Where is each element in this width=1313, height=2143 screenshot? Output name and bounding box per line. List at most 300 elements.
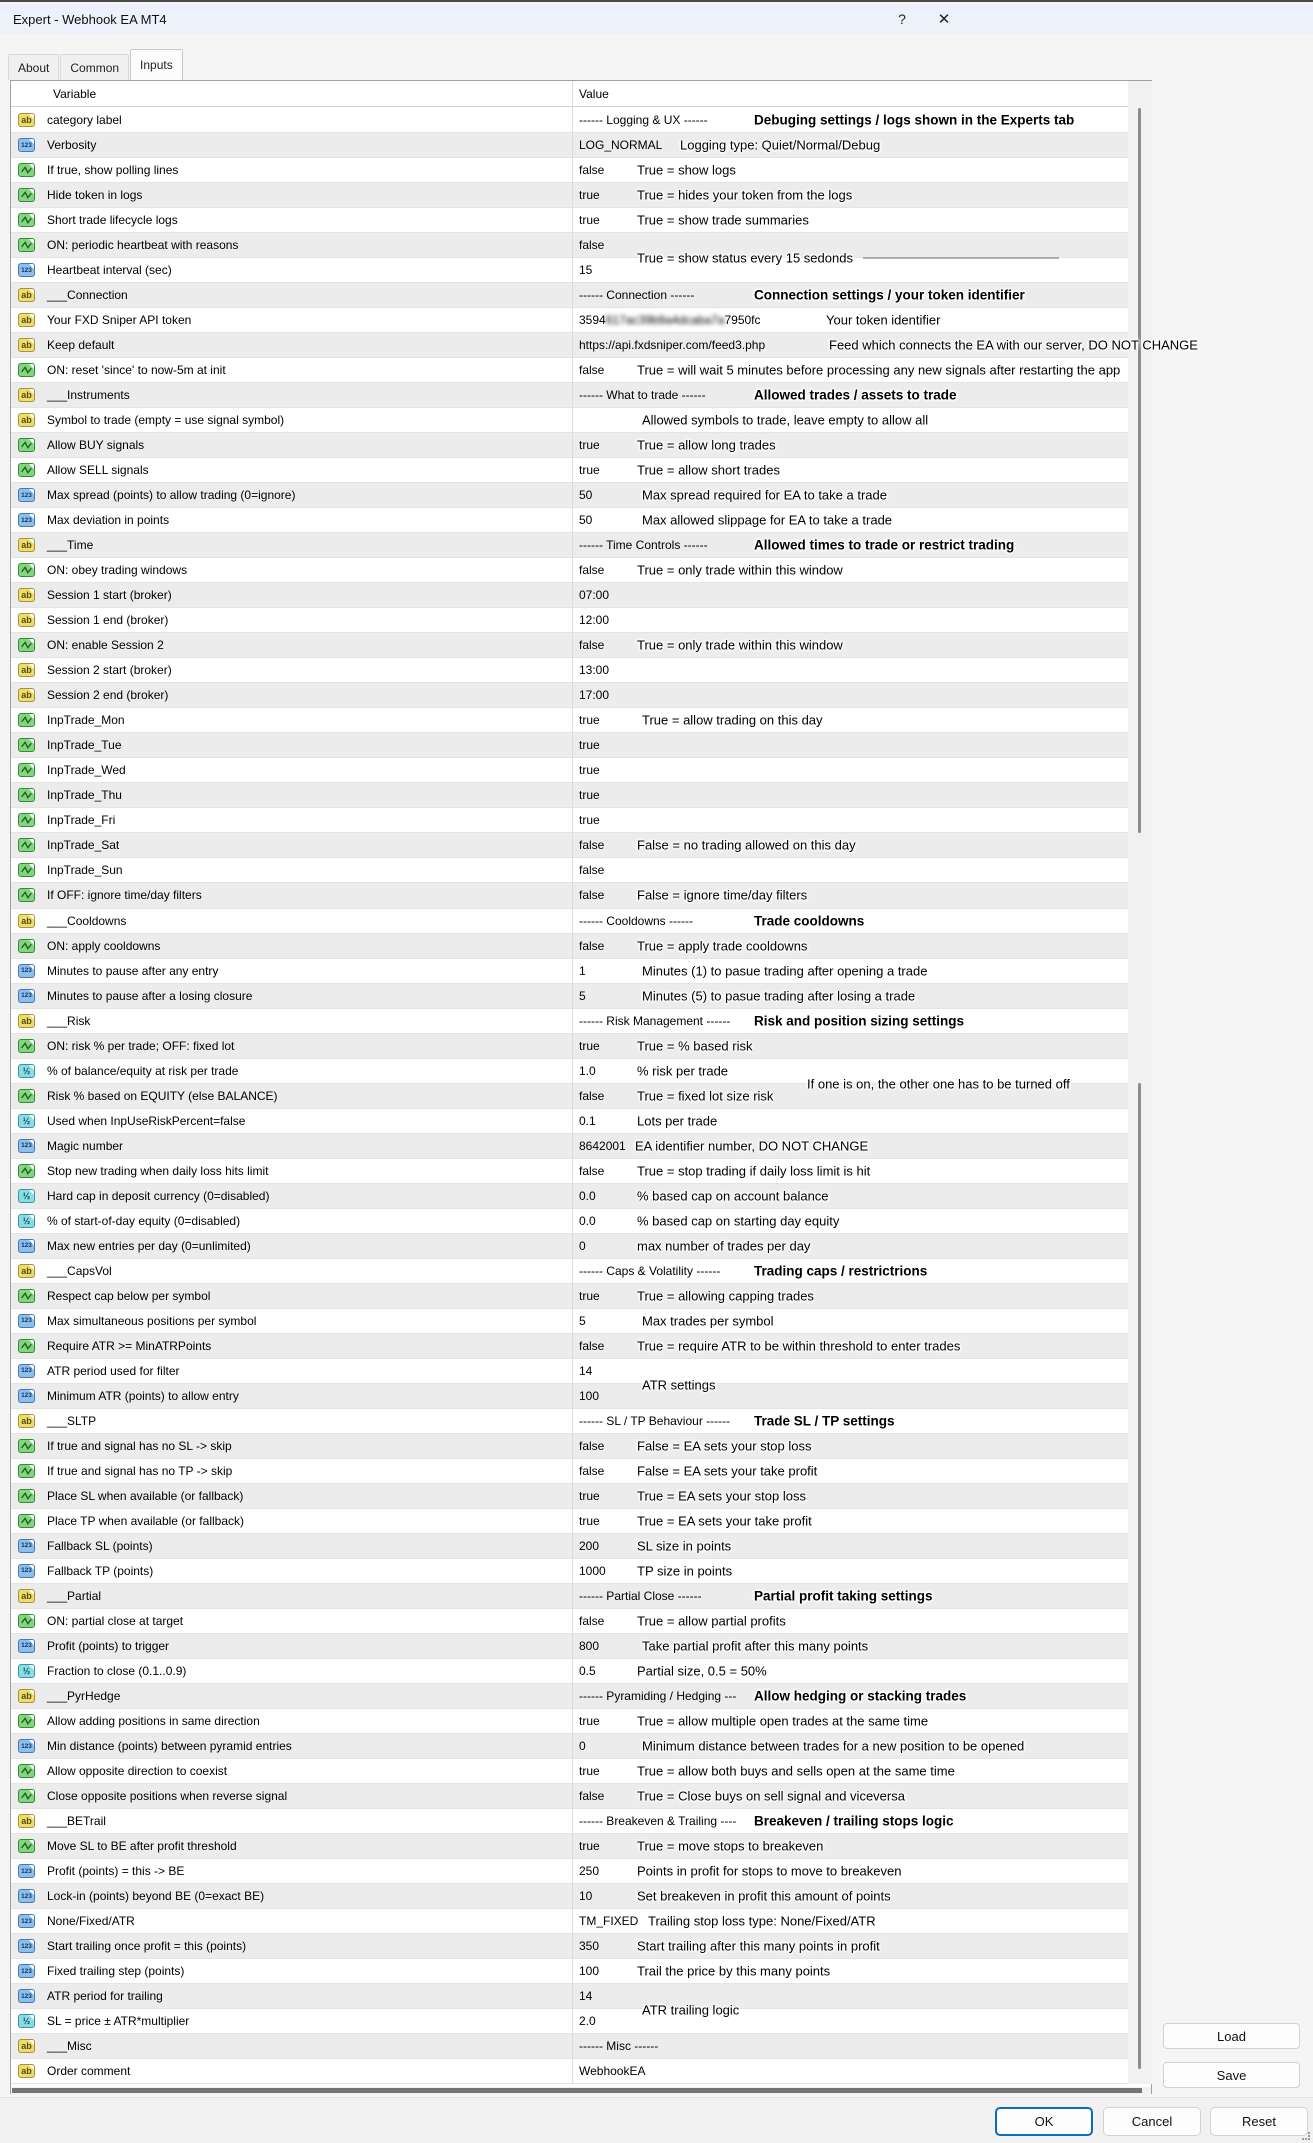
param-label: Start trailing once profit = this (points)	[47, 1939, 247, 1954]
inputs-rows	[11, 108, 1198, 2084]
table-row[interactable]	[11, 1434, 1128, 1459]
param-value[interactable]: true	[579, 1038, 600, 1053]
param-value[interactable]: ------ Partial Close ------	[579, 1588, 702, 1603]
value-annotation: True = allow partial profits	[637, 1613, 786, 1629]
param-value[interactable]: false	[579, 563, 605, 578]
param-value[interactable]: true	[579, 1288, 600, 1303]
table-row[interactable]	[11, 408, 1128, 433]
table-row[interactable]	[11, 1584, 1128, 1609]
param-value-cell[interactable]	[572, 758, 1128, 782]
bool-param-icon	[18, 1714, 35, 1728]
table-row[interactable]	[11, 1109, 1128, 1134]
param-label: ___Risk	[47, 1013, 91, 1028]
table-row[interactable]	[11, 1334, 1128, 1359]
table-row[interactable]	[11, 1209, 1128, 1234]
param-value[interactable]: true	[579, 1764, 600, 1779]
table-row[interactable]	[11, 1909, 1128, 1934]
param-label: Session 2 start (broker)	[47, 663, 172, 678]
param-value-cell[interactable]	[572, 658, 1128, 682]
param-value[interactable]: ------ Misc ------	[579, 2039, 659, 2054]
value-annotation: True = show logs	[637, 162, 736, 178]
table-row[interactable]	[11, 333, 1198, 358]
ok-button[interactable]: OK	[995, 2107, 1093, 2136]
column-header-variable[interactable]: Variable	[53, 86, 97, 101]
param-label: SL = price ± ATR*multiplier	[47, 2014, 190, 2029]
param-value[interactable]: true	[579, 213, 600, 228]
param-label: ___PyrHedge	[47, 1688, 121, 1703]
bottom-button-strip	[0, 2097, 1313, 2143]
param-label: ___CapsVol	[47, 1263, 112, 1278]
param-label: Fixed trailing step (points)	[47, 1964, 185, 1979]
table-row[interactable]	[11, 1459, 1128, 1484]
table-row[interactable]	[11, 909, 1128, 934]
reset-button[interactable]: Reset	[1210, 2107, 1308, 2136]
section-annotation: Risk and position sizing settings	[754, 1013, 965, 1029]
bool-param-icon	[18, 1439, 35, 1453]
param-value[interactable]: 13:00	[579, 663, 610, 678]
table-row[interactable]	[11, 1884, 1128, 1909]
cancel-button[interactable]: Cancel	[1103, 2107, 1201, 2136]
param-label: Short trade lifecycle logs	[47, 213, 178, 228]
table-row[interactable]	[11, 1159, 1128, 1184]
value-annotation: Minutes (1) to pasue trading after opening a trade	[642, 963, 928, 979]
bool-param-icon	[18, 188, 35, 202]
value-annotation: True = % based risk	[637, 1038, 753, 1054]
table-row[interactable]	[11, 1384, 1128, 1409]
param-value-cell[interactable]	[572, 858, 1128, 882]
table-row[interactable]	[11, 708, 1128, 733]
number-param-icon: 123	[18, 138, 35, 152]
param-value[interactable]: 15	[579, 263, 593, 278]
table-row[interactable]	[11, 1734, 1128, 1759]
table-row[interactable]	[11, 1409, 1128, 1434]
param-label: Move SL to BE after profit threshold	[47, 1839, 237, 1854]
bool-param-icon	[18, 163, 35, 177]
param-value[interactable]: 100	[579, 1964, 600, 1979]
param-label: If OFF: ignore time/day filters	[47, 888, 202, 903]
tab-bar	[8, 48, 184, 80]
bool-param-icon	[18, 1614, 35, 1628]
table-row[interactable]	[11, 1484, 1128, 1509]
table-row[interactable]	[11, 683, 1128, 708]
text-param-icon: ab	[18, 914, 35, 928]
param-value[interactable]: false	[579, 1338, 605, 1353]
param-value[interactable]: 17:00	[579, 688, 610, 703]
param-value[interactable]: 3594617ac39b9a4dcaba7a7950fc	[579, 313, 761, 328]
bool-param-icon	[18, 213, 35, 227]
text-param-icon: ab	[18, 1014, 35, 1028]
value-annotation: False = EA sets your take profit	[637, 1463, 818, 1479]
table-row[interactable]	[11, 108, 1128, 133]
table-row[interactable]	[11, 1934, 1128, 1959]
param-label: Hide token in logs	[47, 188, 143, 203]
param-label: Session 2 end (broker)	[47, 688, 169, 703]
param-value[interactable]: 100	[579, 1388, 600, 1403]
param-label: Fallback SL (points)	[47, 1538, 153, 1553]
value-annotation: Trailing stop loss type: None/Fixed/ATR	[648, 1913, 876, 1929]
tab-inputs[interactable]: Inputs	[130, 49, 183, 80]
title-bar	[0, 4, 1313, 34]
param-value[interactable]: 1000	[579, 1563, 606, 1578]
help-icon[interactable]: ?	[898, 11, 906, 27]
number-param-icon: 123	[18, 1739, 35, 1753]
param-value[interactable]: false	[579, 838, 605, 853]
param-label: ___Time	[47, 538, 94, 553]
section-annotation: Trade SL / TP settings	[754, 1413, 895, 1429]
table-row[interactable]	[11, 483, 1128, 508]
table-header	[11, 81, 1151, 107]
param-value[interactable]: true	[579, 1714, 600, 1728]
text-param-icon: ab	[18, 1689, 35, 1703]
value-annotation: Minutes (5) to pasue trading after losing a trade	[642, 988, 916, 1004]
text-param-icon: ab	[18, 338, 35, 352]
param-label: category label	[47, 113, 122, 127]
param-label: Your FXD Sniper API token	[47, 313, 192, 328]
param-value[interactable]: 0.5	[579, 1663, 596, 1678]
table-row[interactable]	[11, 959, 1128, 984]
table-row[interactable]	[11, 508, 1128, 533]
value-annotation: Points in profit for stops to move to breakeven	[637, 1863, 902, 1879]
table-row[interactable]	[11, 1709, 1128, 1734]
table-row[interactable]	[11, 1834, 1128, 1859]
bool-param-icon	[18, 1339, 35, 1353]
param-label: If true and signal has no SL -> skip	[47, 1438, 232, 1453]
param-value-cell[interactable]	[572, 2059, 1128, 2083]
scrollbar-thumb[interactable]	[1138, 1083, 1141, 2069]
table-row[interactable]	[11, 733, 1128, 758]
value-annotation: True = will wait 5 minutes before processing any new signals after restarting the app	[637, 362, 1121, 378]
param-value[interactable]: 14	[579, 1989, 593, 2004]
param-value[interactable]: 1	[579, 963, 586, 978]
value-annotation: Feed which connects the EA with our server, DO NOT CHANGE	[829, 337, 1198, 353]
param-value[interactable]: https://api.fxdsniper.com/feed3.php	[579, 338, 766, 353]
table-row[interactable]	[11, 2059, 1128, 2084]
table-row[interactable]	[11, 984, 1128, 1009]
table-row[interactable]	[11, 1309, 1128, 1334]
param-value[interactable]: 1.0	[579, 1063, 596, 1078]
value-annotation: False = EA sets your stop loss	[637, 1438, 812, 1454]
table-row[interactable]	[11, 1009, 1128, 1034]
table-row[interactable]	[11, 2034, 1128, 2059]
param-label: Used when InpUseRiskPercent=false	[47, 1113, 246, 1128]
param-label: InpTrade_Sun	[47, 863, 123, 878]
table-row[interactable]	[11, 1684, 1128, 1709]
number-param-icon: 123	[18, 1989, 35, 2003]
inputs-table	[10, 80, 1198, 2094]
param-value[interactable]: false	[579, 238, 605, 253]
value-annotation: Your token identifier	[826, 312, 941, 328]
param-label: Profit (points) = this -> BE	[47, 1864, 185, 1879]
table-row[interactable]	[11, 1184, 1128, 1209]
table-row[interactable]	[11, 783, 1128, 808]
table-row[interactable]	[11, 308, 1128, 333]
value-annotation: Take partial profit after this many points	[642, 1638, 869, 1654]
value-annotation: SL size in points	[637, 1538, 732, 1554]
param-value[interactable]: 2.0	[579, 2014, 596, 2029]
table-row[interactable]	[11, 758, 1128, 783]
param-label: InpTrade_Fri	[47, 813, 116, 828]
value-annotation: max number of trades per day	[637, 1238, 811, 1254]
param-value[interactable]: ------ What to trade ------	[579, 388, 706, 403]
param-label: None/Fixed/ATR	[47, 1914, 135, 1929]
number-param-icon: 123	[18, 488, 35, 502]
table-row[interactable]	[11, 1359, 1128, 1384]
param-label: Place TP when available (or fallback)	[47, 1513, 244, 1528]
param-value[interactable]: true	[579, 1488, 600, 1503]
spanning-annotation: If one is on, the other one has to be turned off	[807, 1076, 1070, 1092]
value-annotation: True = only trade within this window	[637, 637, 843, 653]
param-value[interactable]: ------ Time Controls ------	[579, 538, 708, 553]
table-row[interactable]	[11, 158, 1128, 183]
param-value[interactable]: 200	[579, 1538, 600, 1553]
bool-param-icon	[18, 863, 35, 877]
close-icon[interactable]: ✕	[937, 11, 951, 28]
table-row[interactable]	[11, 133, 1128, 158]
param-value[interactable]: ------ Cooldowns ------	[579, 913, 693, 928]
value-annotation: Partial size, 0.5 = 50%	[637, 1663, 767, 1679]
table-row[interactable]	[11, 608, 1128, 633]
param-label: Minutes to pause after a losing closure	[47, 988, 253, 1003]
load-button[interactable]: Load	[1163, 2023, 1300, 2049]
decimal-param-icon: ½	[18, 1214, 35, 1228]
table-row[interactable]	[11, 883, 1128, 908]
param-value[interactable]: 8642001	[579, 1138, 626, 1153]
table-row[interactable]	[11, 1984, 1128, 2009]
scrollbar-thumb[interactable]	[12, 2088, 1142, 2093]
param-value[interactable]: true	[579, 788, 600, 803]
param-label: Close opposite positions when reverse signal	[47, 1789, 288, 1804]
param-label: Hard cap in deposit currency (0=disabled)	[47, 1188, 270, 1203]
param-value-cell[interactable]	[572, 733, 1128, 757]
param-value[interactable]: WebhookEA	[579, 2064, 646, 2079]
tab-common[interactable]: Common	[60, 54, 129, 80]
section-annotation: Allowed trades / assets to trade	[754, 387, 957, 403]
table-row[interactable]	[11, 858, 1128, 883]
table-row[interactable]	[11, 558, 1128, 583]
text-param-icon: ab	[18, 113, 35, 127]
param-value[interactable]: false	[579, 1789, 605, 1804]
table-row[interactable]	[11, 2009, 1128, 2034]
annotation-line	[863, 258, 1059, 259]
param-value[interactable]: 12:00	[579, 613, 610, 628]
param-value[interactable]: false	[579, 363, 605, 378]
param-label: InpTrade_Thu	[47, 788, 122, 803]
param-value[interactable]: true	[579, 1839, 600, 1854]
param-label: ATR period for trailing	[47, 1989, 163, 2004]
param-label: Minimum ATR (points) to allow entry	[47, 1388, 239, 1403]
bool-param-icon	[18, 363, 35, 377]
param-value[interactable]: 0.0	[579, 1213, 596, 1228]
number-param-icon: 123	[18, 1564, 35, 1578]
table-row[interactable]	[11, 808, 1128, 833]
table-row[interactable]	[11, 633, 1128, 658]
table-row[interactable]	[11, 1784, 1128, 1809]
table-row[interactable]	[11, 183, 1128, 208]
text-param-icon: ab	[18, 388, 35, 402]
section-annotation: Partial profit taking settings	[754, 1588, 933, 1604]
param-value[interactable]: ------ Logging & UX ------	[579, 113, 708, 127]
value-annotation: % based cap on account balance	[637, 1188, 829, 1204]
param-value[interactable]: true	[579, 188, 600, 203]
param-value[interactable]: true	[579, 713, 600, 728]
number-param-icon: 123	[18, 513, 35, 527]
param-value[interactable]: 14	[579, 1363, 593, 1378]
section-annotation: Allow hedging or stacking trades	[754, 1688, 967, 1704]
value-annotation: % based cap on starting day equity	[637, 1213, 840, 1229]
param-value[interactable]: false	[579, 1463, 605, 1478]
param-value[interactable]: false	[579, 938, 605, 953]
param-value[interactable]: 10	[579, 1889, 593, 1904]
param-value[interactable]: 5	[579, 1313, 586, 1328]
value-annotation: True = move stops to breakeven	[637, 1838, 824, 1854]
number-param-icon: 123	[18, 1889, 35, 1903]
param-value-cell[interactable]	[572, 808, 1128, 832]
value-annotation: Allowed symbols to trade, leave empty to allow all	[642, 412, 929, 428]
param-value[interactable]: false	[579, 888, 605, 903]
table-row[interactable]	[11, 833, 1128, 858]
bool-param-icon	[18, 1764, 35, 1778]
value-annotation: True = show trade summaries	[637, 212, 809, 228]
param-value[interactable]: true	[579, 763, 600, 778]
decimal-param-icon: ½	[18, 1114, 35, 1128]
bool-param-icon	[18, 463, 35, 477]
bool-param-icon	[18, 738, 35, 752]
value-annotation: Max allowed slippage for EA to take a trade	[642, 512, 893, 528]
bool-param-icon	[18, 1489, 35, 1503]
param-label: Lock-in (points) beyond BE (0=exact BE)	[47, 1889, 265, 1904]
param-value[interactable]: 50	[579, 488, 593, 503]
param-label: Allow adding positions in same direction	[47, 1714, 260, 1728]
table-row[interactable]	[11, 1509, 1128, 1534]
table-row[interactable]	[11, 1134, 1128, 1159]
param-label: Max deviation in points	[47, 513, 170, 528]
value-annotation: True = EA sets your stop loss	[637, 1488, 806, 1504]
param-value[interactable]: 350	[579, 1939, 600, 1954]
param-value[interactable]: 50	[579, 513, 593, 528]
param-value[interactable]: true	[579, 738, 600, 753]
param-value[interactable]: 0.0	[579, 1188, 596, 1203]
param-value[interactable]: LOG_NORMAL	[579, 138, 663, 153]
param-value[interactable]: 0	[579, 1739, 586, 1754]
text-param-icon: ab	[18, 613, 35, 627]
table-row[interactable]	[11, 1234, 1128, 1259]
param-value[interactable]: false	[579, 638, 605, 653]
param-label: ___Connection	[47, 288, 128, 303]
param-value-cell[interactable]	[572, 2034, 1128, 2058]
tab-about[interactable]: About	[8, 54, 59, 80]
param-value[interactable]: true	[579, 1513, 600, 1528]
param-value[interactable]: 07:00	[579, 588, 610, 603]
table-row[interactable]	[11, 458, 1128, 483]
param-value-cell[interactable]	[572, 683, 1128, 707]
table-row[interactable]	[11, 1959, 1128, 1984]
param-label: Stop new trading when daily loss hits limit	[47, 1163, 269, 1178]
param-value[interactable]: false	[579, 1163, 605, 1178]
table-row[interactable]	[11, 283, 1128, 308]
table-row[interactable]	[11, 583, 1128, 608]
horizontal-scrollbar[interactable]	[11, 2087, 1151, 2094]
param-value[interactable]: 800	[579, 1638, 600, 1653]
blurred-token-text: 617ac39b9a4dcaba7a	[605, 313, 725, 328]
param-value[interactable]: 250	[579, 1864, 600, 1879]
table-row[interactable]	[11, 1609, 1128, 1634]
param-value[interactable]: true	[579, 438, 600, 453]
value-annotation: True = allow long trades	[637, 437, 776, 453]
table-row[interactable]	[11, 1759, 1128, 1784]
param-value[interactable]: ------ Breakeven & Trailing ----	[579, 1814, 737, 1829]
table-row[interactable]	[11, 1559, 1128, 1584]
param-value[interactable]: 0	[579, 1238, 586, 1253]
param-label: Keep default	[47, 338, 115, 353]
table-row[interactable]	[11, 1859, 1128, 1884]
param-value-cell[interactable]	[572, 608, 1128, 632]
table-row[interactable]	[11, 208, 1128, 233]
param-value[interactable]: false	[579, 863, 605, 878]
column-divider[interactable]	[572, 81, 573, 2084]
param-value-cell[interactable]	[572, 783, 1128, 807]
column-header-value[interactable]: Value	[579, 86, 609, 101]
param-value[interactable]: false	[579, 163, 605, 178]
param-value[interactable]: false	[579, 1088, 605, 1103]
param-label: ___SLTP	[47, 1413, 97, 1428]
table-row[interactable]	[11, 383, 1128, 408]
scrollbar-thumb[interactable]	[1138, 108, 1141, 833]
param-value-cell[interactable]	[572, 583, 1128, 607]
table-row[interactable]	[11, 1284, 1128, 1309]
param-value[interactable]: true	[579, 463, 600, 478]
value-annotation: True = allow short trades	[637, 462, 780, 478]
table-row[interactable]	[11, 1034, 1128, 1059]
param-value[interactable]: ------ Risk Management ------	[579, 1013, 731, 1028]
table-row[interactable]	[11, 1534, 1128, 1559]
param-value[interactable]: 5	[579, 988, 586, 1003]
param-value[interactable]: 0.1	[579, 1113, 596, 1128]
vertical-scrollbar[interactable]	[1128, 81, 1152, 2084]
table-row[interactable]	[11, 934, 1128, 959]
number-param-icon: 123	[18, 1139, 35, 1153]
save-button[interactable]: Save	[1163, 2062, 1300, 2088]
param-value[interactable]: ------ Connection ------	[579, 288, 695, 303]
param-label: Session 1 start (broker)	[47, 588, 172, 603]
bool-param-icon	[18, 1089, 35, 1103]
value-annotation: % risk per trade	[637, 1063, 729, 1079]
value-annotation: True = EA sets your take profit	[637, 1513, 812, 1529]
text-param-icon: ab	[18, 663, 35, 677]
param-value[interactable]: ------ Caps & Volatility ------	[579, 1263, 721, 1278]
param-value[interactable]: ------ SL / TP Behaviour ------	[579, 1413, 731, 1428]
table-row[interactable]	[11, 658, 1128, 683]
bool-param-icon	[18, 1839, 35, 1853]
table-row[interactable]	[11, 433, 1128, 458]
text-param-icon: ab	[18, 538, 35, 552]
table-row[interactable]	[11, 533, 1128, 558]
section-annotation: Connection settings / your token identifier	[754, 287, 1025, 303]
text-param-icon: ab	[18, 688, 35, 702]
table-row[interactable]	[11, 1809, 1128, 1834]
table-row[interactable]	[11, 1259, 1128, 1284]
text-param-icon: ab	[18, 2064, 35, 2078]
table-row[interactable]	[11, 358, 1128, 383]
param-value[interactable]: ------ Pyramiding / Hedging ---	[579, 1688, 737, 1703]
table-row[interactable]	[11, 1634, 1128, 1659]
resize-grip[interactable]	[1302, 2132, 1310, 2140]
param-value[interactable]: false	[579, 1438, 605, 1453]
table-row[interactable]	[11, 1659, 1128, 1684]
param-value[interactable]: false	[579, 1613, 605, 1628]
param-value[interactable]: true	[579, 813, 600, 828]
param-value[interactable]: TM_FIXED	[579, 1914, 639, 1929]
value-annotation: True = allow multiple open trades at the same time	[637, 1713, 929, 1729]
